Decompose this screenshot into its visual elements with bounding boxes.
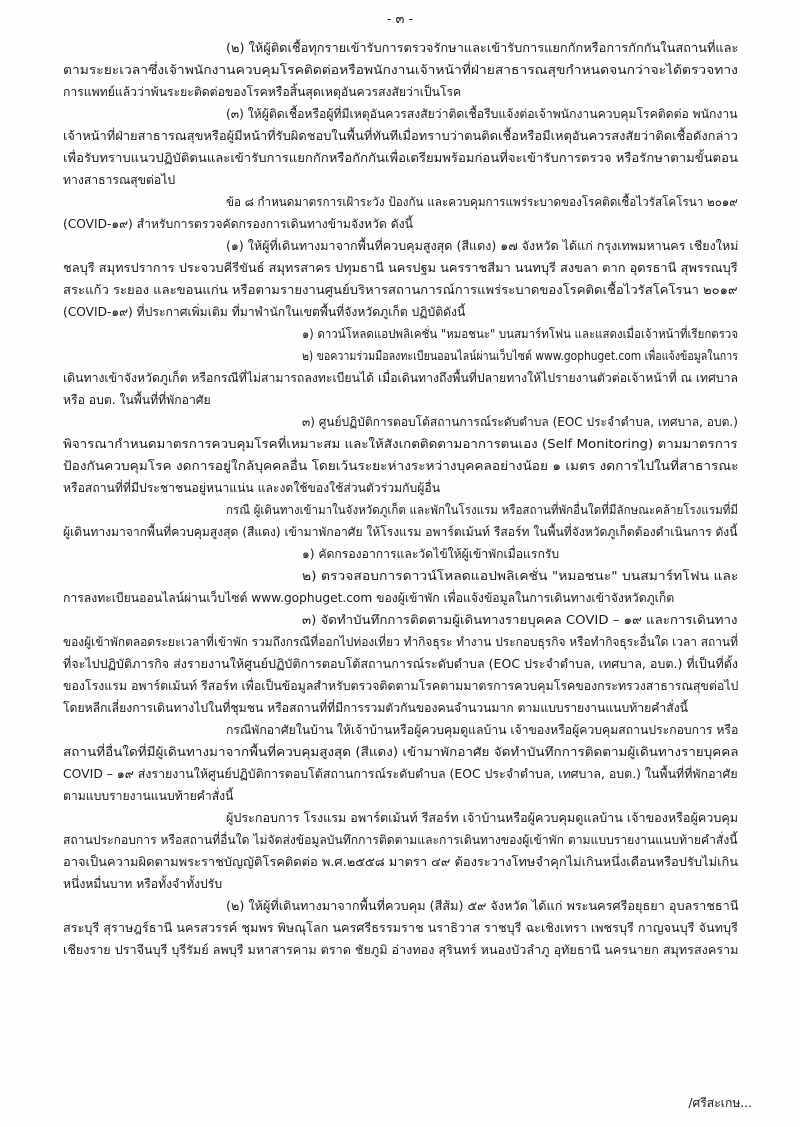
text-line: (COVID-๑๙) ที่ประกาศเพิ่มเติม ที่มาพำนักในเขตพื้นที่จังหวัดภูเก็ต ปฏิบัติดังนี้ xyxy=(63,305,466,319)
text-line: การลงทะเบียนออนไลน์ผ่านเว็บไซต์ www.gophuget.com ของผู้เข้าพัก เพื่อแจ้งข้อมูลในการเดินทางเข้าจังหวัดภูเก็ต xyxy=(63,591,675,605)
text-line: ของผู้เข้าพักตลอดระยะเวลาที่เข้าพัก รวมถึงกรณีที่ออกไปท่องเที่ยว ทำกิจธุระ ทำงาน ประกอบธุรกิจ หรือทำกิจธุระอื่นใด เวลา สถานที่ xyxy=(63,635,738,649)
text-line: ชลบุรี สมุทรปราการ ประจวบคีรีขันธ์ สมุทรสาคร ปทุมธานี นครปฐม นครราชสีมา นนทบุรี สงขลา ตาก อุดรธานี สุพรรณบุรี xyxy=(63,261,738,275)
text-line: (๑) ให้ผู้ที่เดินทางมาจากพื้นที่ควบคุมสูงสุด (สีแดง) ๑๗ จังหวัด ได้แก่ กรุงเทพมหานคร เชียงใหม่ xyxy=(226,239,739,253)
page-number: - ๓ - xyxy=(386,12,414,27)
text-line: อาจเป็นความผิดตามพระราชบัญญัติโรคติดต่อ พ.ศ.๒๕๕๘ มาตรา ๔๙ ต้องระวางโทษจำคุกไม่เกินหนึ่งเดือนหรือปรับไม่เกิน xyxy=(63,855,739,869)
text-line: ๑) ดาวน์โหลดแอปพลิเคชั่น "หมอชนะ" บนสมาร์ทโฟน และแสดงเมื่อเจ้าหน้าที่เรียกตรวจ xyxy=(302,327,739,341)
text-line: (๒) ให้ผู้ที่เดินทางมาจากพื้นที่ควบคุม (สีส้ม) ๕๙ จังหวัด ได้แก่ พระนครศรีอยุธยา อุบลราชธานี xyxy=(226,899,739,913)
text-line: เชียงราย ปราจีนบุรี บุรีรัมย์ ลพบุรี มหาสารคาม ตราด ชัยภูมิ อ่างทอง สุรินทร์ หนองบัวลำภู อุทัยธานี นครนายก สมุทรสงคราม xyxy=(63,943,739,957)
text-line: หรือสถานที่ที่มีประชาชนอยู่หนาแน่น และงดใช้ของใช้ส่วนตัวร่วมกับผู้อื่น xyxy=(63,481,441,495)
text-line: ของโรงแรม อพาร์ตเม้นท์ รีสอร์ท เพื่อเป็นข้อมูลสำหรับตรวจติดตามโรคตามมาตรการควบคุมโรคของกระทรวงสาธารณสุขต่อไป xyxy=(63,679,739,693)
text-line: สถานที่อื่นใดที่มีผู้เดินทางมาจากพื้นที่ควบคุมสูงสุด (สีแดง) เข้ามาพักอาศัย จัดทำบันทึกการติดตามผู้เดินทางรายบุคคล xyxy=(63,745,739,759)
text-line: สระบุรี สุราษฎร์ธานี นครสวรรค์ ชุมพร พิษณุโลก นครศรีธรรมราช นราธิวาส ราชบุรี ฉะเชิงเทรา เพชรบุรี กาญจนบุรี จันทบุรี xyxy=(63,921,738,935)
text-line: เดินทางเข้าจังหวัดภูเก็ต หรือกรณีที่ไม่สามารถลงทะเบียนได้ เมื่อเดินทางถึงพื้นที่ปลายทางให้ไปรายงานตัวต่อเจ้าหน้าที่ ณ เทศบาล xyxy=(63,371,739,385)
text-line: โดยหลีกเลี่ยงการเดินทางไปในที่ชุมชน หรือสถานที่ที่มีการรวมตัวกันของคนจำนวนมาก ตามแบบรายงานแนบท้ายคำสั่งนี้ xyxy=(63,701,688,715)
text-line: ที่จะไปปฏิบัติภารกิจ ส่งรายงานให้ศูนย์ปฏิบัติการตอบโต้สถานการณ์ระดับตำบล (EOC ประจำตำบล, เทศบาล, อบต.) ที่เป็นที่ตั้ง xyxy=(63,657,738,671)
text-line: (๒) ให้ผู้ติดเชื้อทุกรายเข้ารับการตรวจรักษาและเข้ารับการแยกกักหรือการกักกันในสถานที่และ xyxy=(226,41,739,55)
text-line: หรือ อบต. ในพื้นที่ที่พักอาศัย xyxy=(63,393,211,407)
text-line: ตามระยะเวลาซึ่งเจ้าพนักงานควบคุมโรคติดต่อหรือพนักงานเจ้าหน้าที่ฝ่ายสาธารณสุขกำหนดจนกว่าจะได้ตรวจทาง xyxy=(63,63,738,77)
text-line: กรณีพักอาศัยในบ้าน ให้เจ้าบ้านหรือผู้ควบคุมดูแลบ้าน เจ้าของหรือผู้ควบคุมสถานประกอบการ หรือ xyxy=(226,723,739,737)
text-line: (COVID-๑๙) สำหรับการตรวจคัดกรองการเดินทางข้ามจังหวัด ดังนี้ xyxy=(63,217,413,231)
text-line: ตามแบบรายงานแนบท้ายคำสั่งนี้ xyxy=(63,789,234,803)
text-line: หนึ่งหมื่นบาท หรือทั้งจำทั้งปรับ xyxy=(63,877,223,891)
continuation-marker: /ศรีสะเกษ... xyxy=(688,1096,752,1110)
text-line: พิจารณากำหนดมาตรการควบคุมโรคที่เหมาะสม และให้สังเกตติดตามอาการตนเอง (Self Monitoring) ตามมาตรการ xyxy=(63,437,738,451)
text-line: ทางสาธารณสุขต่อไป xyxy=(63,173,176,187)
text-line: ๒) ตรวจสอบการดาวน์โหลดแอปพลิเคชั่น "หมอชนะ" บนสมาร์ทโฟน และ xyxy=(302,569,739,583)
text-line: COVID – ๑๙ ส่งรายงานให้ศูนย์ปฏิบัติการตอบโต้สถานการณ์ระดับตำบล (EOC ประจำตำบล, เทศบาล, อบต.) ในพื้นที่ที่พักอาศัย xyxy=(63,767,738,781)
text-line: (๓) ให้ผู้ติดเชื้อหรือผู้ที่มีเหตุอันควรสงสัยว่าติดเชื้อรีบแจ้งต่อเจ้าพนักงานควบคุมโรคติดต่อ พนักงาน xyxy=(226,107,738,121)
text-line: สระแก้ว ระยอง และขอนแก่น หรือตามรายงานศูนย์บริหารสถานการณ์การแพร่ระบาดของโรคติดเชื้อไวรัสโคโรนา ๒๐๑๙ xyxy=(63,283,738,297)
text-line: กรณี ผู้เดินทางเข้ามาในจังหวัดภูเก็ต และพักในโรงแรม หรือสถานที่พักอื่นใดที่มีลักษณะคล้ายโรงแรมที่มี xyxy=(226,503,738,517)
text-line: ๓) จัดทำบันทึกการติดตามผู้เดินทางรายบุคคล COVID – ๑๙ และการเดินทาง xyxy=(302,613,738,627)
text-line: การแพทย์แล้วว่าพ้นระยะติดต่อของโรคหรือสิ้นสุดเหตุอันควรสงสัยว่าเป็นโรค xyxy=(63,85,462,99)
text-line: ๓) ศูนย์ปฏิบัติการตอบโต้สถานการณ์ระดับตำบล (EOC ประจำตำบล, เทศบาล, อบต.) xyxy=(302,415,738,429)
text-line: ๒) ขอความร่วมมือลงทะเบียนออนไลน์ผ่านเว็บไซต์ www.gophuget.com เพื่อแจ้งข้อมูลในการ xyxy=(302,349,738,363)
text-line: เพื่อรับทราบแนวปฏิบัติตนและเข้ารับการแยกกักหรือกักกันเพื่อเตรียมพร้อมก่อนที่จะเข้ารับการตรวจ หรือรักษาตามขั้นตอน xyxy=(63,151,738,165)
text-line: ผู้ประกอบการ โรงแรม อพาร์ตเม้นท์ รีสอร์ท เจ้าบ้านหรือผู้ควบคุมดูแลบ้าน เจ้าของหรือผู้ควบคุม xyxy=(226,811,739,825)
text-line: ข้อ ๘ กำหนดมาตรการเฝ้าระวัง ป้องกัน และควบคุมการแพร่ระบาดของโรคติดเชื้อไวรัสโคโรนา ๒๐๑๙ xyxy=(226,195,738,209)
text-line: เจ้าหน้าที่ฝ่ายสาธารณสุขหรือผู้มีหน้าที่รับผิดชอบในพื้นที่ทันทีเมื่อทราบว่าตนติดเชื้อหรือมีเหตุอันควรสงสัยว่าติดเชื้อดังกล่าว xyxy=(63,129,738,143)
text-line: สถานประกอบการ หรือสถานที่อื่นใด ไม่จัดส่งข้อมูลบันทึกการติดตามและการเดินทางของผู้เข้าพัก ตามแบบรายงานแนบท้ายคำสั่งนี้ xyxy=(63,833,738,847)
text-line: ป้องกันควบคุมโรค งดการอยู่ใกล้บุคคลอื่น โดยเว้นระยะห่างระหว่างบุคคลอย่างน้อย ๑ เมตร งดการไปในที่สาธารณะ xyxy=(63,459,739,473)
text-line: ผู้เดินทางมาจากพื้นที่ควบคุมสูงสุด (สีแดง) เข้ามาพักอาศัย ให้โรงแรม อพาร์ตเม้นท์ รีสอร์ท ในพื้นที่จังหวัดภูเก็ตต้องดำเนินการ ดังนี้ xyxy=(63,525,738,539)
text-line: ๑) คัดกรองอาการและวัดไข้ให้ผู้เข้าพักเมื่อแรกรับ xyxy=(302,547,560,561)
